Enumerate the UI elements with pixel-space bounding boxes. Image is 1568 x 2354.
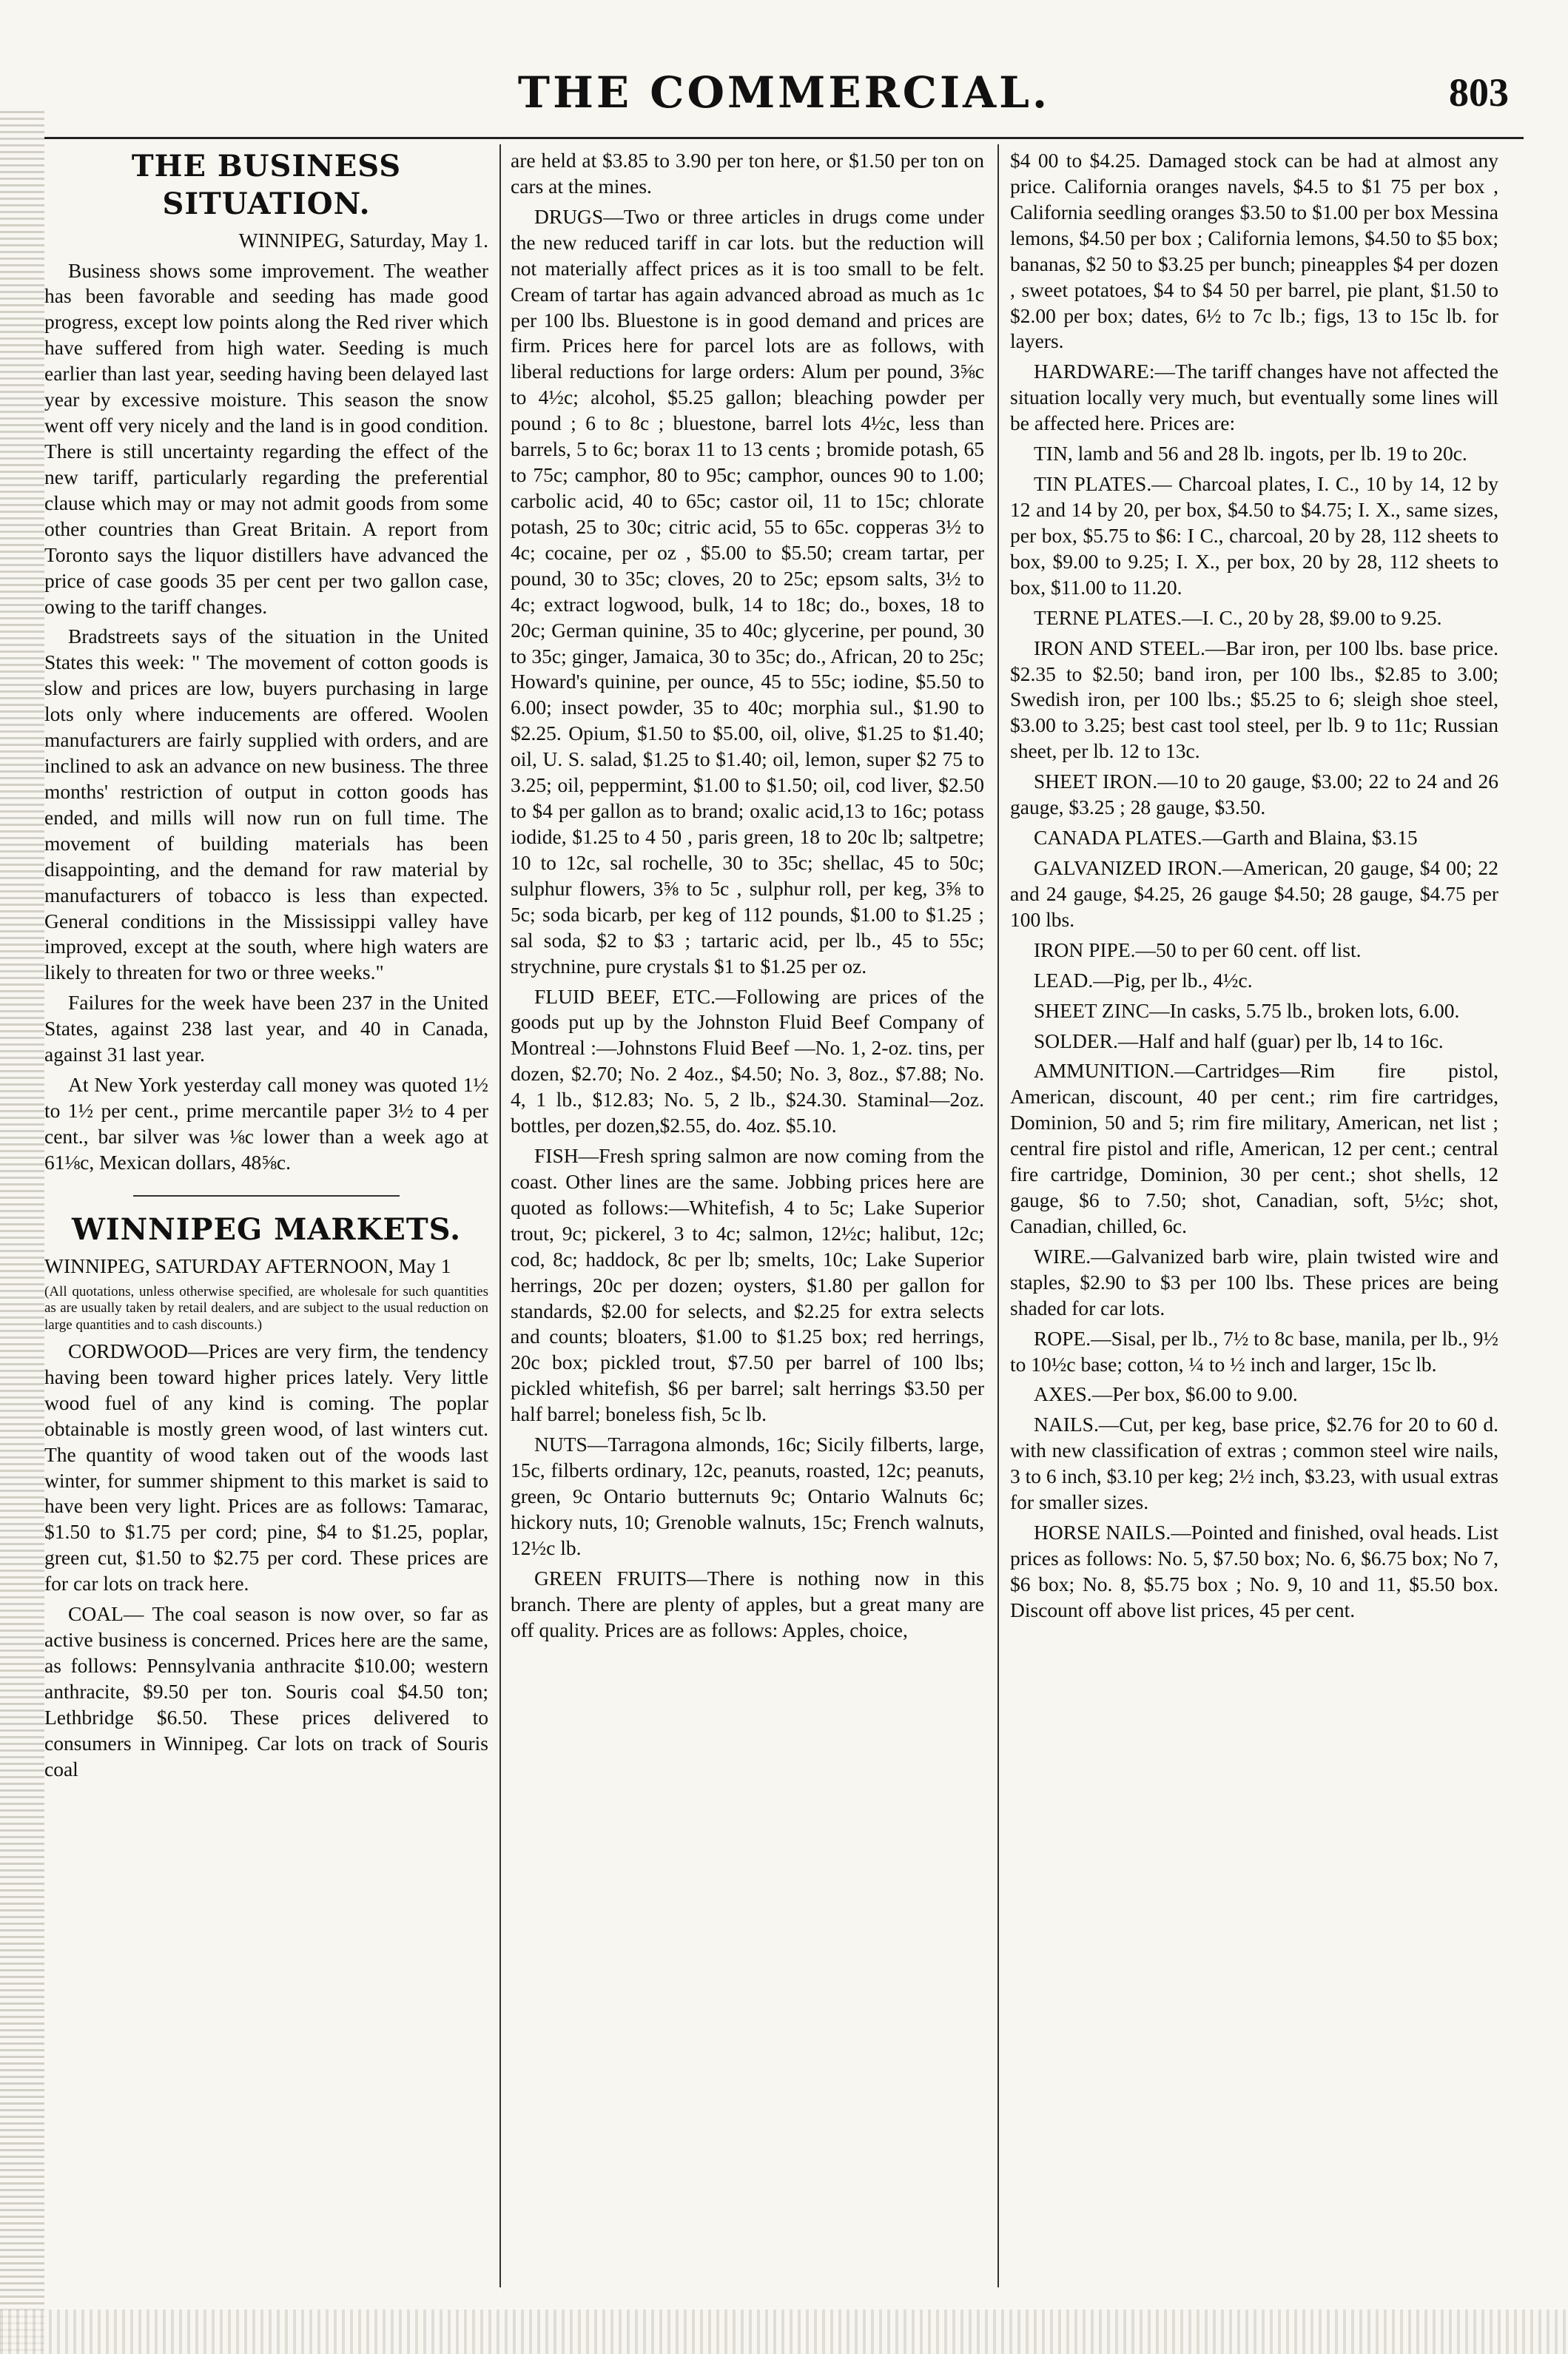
- paragraph-body: — The coal season is now over, so far as active business is concerned. Prices here are the same, as follows: Pennsylvania anthracite $10.00; western anthracite, $9.50 per ton. Souris coal $4.50 ton; Lethbridge $6.50. These prices delivered to consumers in Winnipeg. Car lots on track of Souris coal: [44, 1602, 488, 1780]
- paragraph-lead: HARDWARE: [1034, 360, 1149, 383]
- paragraph-body: —Sisal, per lb., 7½ to 8c base, manila, per lb., 9½ to 10½c base; cotton, ¼ to ½ inch and larger, 15c lb.: [1010, 1326, 1498, 1376]
- page-bottom-edge: [0, 2310, 1568, 2354]
- paragraph-body: —Half and half (guar) per lb, 14 to 16c.: [1117, 1029, 1444, 1052]
- paragraph: [511, 1566, 984, 1644]
- column-divider: [997, 144, 999, 2287]
- paragraph-lead: SOLDER.: [1034, 1029, 1118, 1052]
- page-number: 803: [1449, 70, 1509, 115]
- paragraph-lead: FLUID BEEF, ETC.: [534, 984, 716, 1008]
- dateline: WINNIPEG, Saturday, May 1.: [238, 228, 488, 252]
- paragraph-lead: ROPE.: [1034, 1326, 1091, 1350]
- paragraph-lead: HORSE NAILS.: [1034, 1521, 1171, 1544]
- paragraph: [1010, 1244, 1498, 1322]
- paragraph-lead: LEAD.: [1034, 968, 1094, 992]
- paragraph-body: —Tarragona almonds, 16c; Sicily filberts, large, 15c, filberts ordinary, 12c, peanuts, roasted, 12c; peanuts, green, 9c Ontario butternuts 9c; Ontario Walnuts 6c; hickory nuts, 10; Grenoble walnuts, 15c; French walnuts, 12½c lb.: [511, 1433, 984, 1559]
- paragraph-body: —Two or three articles in drugs come under the new reduced tariff in car lots. but the reduction will not materially affect prices as it is too small to be felt. Cream of tartar has again advanced abroad as much as 1c per 100 lbs. Bluestone is in good demand and prices are firm. Prices here for parcel lots are as follows, with liberal reductions for large orders: Alum per pound, 3⅝c to 4½c; alcohol, $5.25 gallon; bleaching powder per pound ; 6 to 8c ; bluestone, barrel lots 4½c, less than barrels, 5 to 6c; borax 11 to 13 cents ; bromide potash, 65 to 75c; camphor, 80 to 95c; camphor, ounces 90 to 1.00; carbolic acid, 40 to 65c; castor oil, 11 to 15c; chlorate potash, 25 to 30c; citric acid, 55 to 65c. copperas 3½ to 4c; cocaine, per oz , $5.00 to $5.50; cream tartar, per pound, 30 to 35c; cloves, 20 to 25c; epsom salts, 3½ to 4c; extract logwood, bulk, 14 to 18c; do., boxes, 18 to 20c; German quinine, 35 to 40c; glycerine, per pound, 30 to 35c; ginger, Jamaica, 30 to 35c; do., African, 20 to 25c; Howard's quinine, per ounce, 45 to 55c; iodine, $5.50 to 6.00; insect powder, 35 to 40c; morphia sul., $1.90 to $2.25. Opium, $1.50 to $5.00, oil, olive, $1.25 to $1.40; oil, U. S. salad, $1.25 to $1.40; oil, lemon, super $2 75 to 3.25; oil, peppermint, $1.00 to $1.50; oil, cod liver, $2.50 to $4 per gallon as to brand; oxalic acid,13 to 16c; potass iodide, $1.25 to 4 50 , paris green, 18 to 20c lb; saltpetre; 10 to 12c, sal rochelle, 30 to 35c; shellac, 45 to 50c; sulphur flowers, 3⅝ to 5c , sulphur roll, per keg, 3⅝ to 5c; soda bicarb, per keg of 112 pounds, $1.00 to $1.25 ; sal soda, $2 to $3 ; tartaric acid, per lb., 45 to 55c; strychnine, pure crystals $1 to $1.25 per oz.: [511, 204, 984, 978]
- paragraph: TIN, lamb and 56 and 28 lb. ingots, per lb. 19 to 20c.: [1034, 442, 1467, 465]
- paragraph: [511, 1432, 984, 1561]
- paragraph: [1010, 825, 1498, 851]
- paragraph: [44, 1339, 488, 1597]
- section-separator: [133, 1195, 400, 1197]
- paragraph: $4 00 to $4.25. Damaged stock can be had at almost any price. California oranges navels, $4.5 to $1 75 per box , California seedling oranges $3.50 to $1.00 per box Messina lemons, $4.50 per box ; California lemons, $4.50 to $5 box; bananas, $2 50 to $3.25 per bunch; pineapples $4 per dozen , sweet potatoes, $4 to $4 50 per barrel, pie plant, $1.50 to $2.00 per box; dates, 6½ to 7c lb.; figs, 13 to 15c lb. for layers.: [1010, 149, 1498, 353]
- paragraph: [1010, 471, 1498, 601]
- paragraph-body: —Cut, per keg, base price, $2.76 for 20 to 60 d. with new classification of extras ; common steel wire nails, 3 to 6 inch, $3.10 per keg; 2½ inch, $3.23, with usual extras for smaller sizes.: [1010, 1413, 1498, 1514]
- page-binding-edge: [0, 111, 44, 2354]
- paragraph: Bradstreets says of the situation in the United States this week: " The movement of cotton goods is slow and prices are low, buyers purchasing in large lots only where inducements are offered. Woolen manufacturers are fairly supplied with orders, and are inclined to ask an advance on new business. The three months' restriction of output in cotton goods has ended, and mills will now run on full time. The movement of building materials has been disappointing, and the demand for raw material by manufacturers of tobacco is less than expected. General conditions in the Mississippi valley have improved, except at the south, where high waters are likely to threaten for two or three weeks.": [44, 625, 488, 984]
- paragraph: [1010, 1058, 1498, 1239]
- article-heading: WINNIPEG MARKETS.: [71, 1211, 462, 1247]
- paragraph-lead: NAILS.: [1034, 1413, 1099, 1436]
- column-1: [44, 148, 488, 2280]
- paragraph-lead: SHEET ZINC: [1034, 998, 1150, 1022]
- paragraph-lead: GREEN FRUITS: [534, 1566, 687, 1590]
- paragraph-body: —Galvanized barb wire, plain twisted wire and staples, $2.90 to $3 per 100 lbs. These prices are being shaded for car lots.: [1010, 1244, 1498, 1319]
- paragraph-lead: TIN PLATES.: [1034, 472, 1152, 496]
- paragraph-lead: DRUGS: [534, 204, 604, 228]
- paragraph: [1010, 855, 1498, 933]
- paragraph: [1010, 359, 1498, 437]
- paragraph: [511, 984, 984, 1140]
- paragraph: are held at $3.85 to 3.90 per ton here, or $1.50 per ton on cars at the mines.: [511, 149, 984, 198]
- paragraph-lead: CANADA PLATES.: [1034, 826, 1202, 850]
- paragraph: Business shows some improvement. The weather has been favorable and seeding has made good progress, except low points along the Red river which have suffered from high water. Seeding is much earlier than last year, seeding having been delayed last year by excessive moisture. This season the snow went off very nicely and the land is in good condition. There is still uncertainty regarding the effect of the new tariff, particularly regarding the preferential clause which may or may not admit goods from some other countries than Great Britain. A report from Toronto says the liquor distillers have advanced the price of case goods 35 per cent per two gallon case, owing to the tariff changes.: [44, 258, 488, 618]
- paragraph-lead: GALVANIZED IRON.: [1034, 855, 1222, 879]
- paragraph-body: —Following are prices of the goods put up by the Johnston Fluid Beef Company of Montreal :—Johnstons Fluid Beef —No. 1, 2-oz. tins, per dozen, $2.70; No. 2 4oz., $4.50; No. 3, 8oz., $7.88; No. 4, 1 lb., $12.83; No. 5, 2 lb., $24.30. Staminal—2oz. bottles, per dozen,$2.55, do. 4oz. $5.10.: [511, 984, 984, 1137]
- paragraph-body: —Fresh spring salmon are now coming from the coast. Other lines are the same. Jobbing prices here are quoted as follows:—Whitefish, 4 to 5c; Lake Superior trout, 9c; pickerel, 3 to 4c; salmon, 12½c; halibut, 12c; cod, 8c; haddock, 8c per lb; smelts, 10c; Lake Superior herrings, 20c per dozen; oysters, $1.80 per gallon for standards, $2.00 for selects, and $2.25 for extra selects and counts; bloaters, $1.00 to $1.25 box; red herrings, 20c box; pickled trout, $7.50 per barrel of 100 lbs; pickled whitefish, $6 per barrel; salt herrings $3.50 per half barrel; boneless fish, 5c lb.: [511, 1144, 984, 1426]
- quotation-note: (All quotations, unless otherwise specified, are wholesale for such quantities as are usually taken by retail dealers, and are subject to the usual reduction on large quantities and to cash discounts.): [44, 1283, 488, 1334]
- paragraph-body: —Garth and Blaina, $3.15: [1202, 826, 1418, 850]
- paragraph: [1010, 998, 1498, 1024]
- paragraph-body: —Cartridges—Rim fire pistol, American, discount, 40 per cent.; rim fire cartridges, Dominion, 50 and 5; rim fire military, American, net list ; central fire pistol and rifle, American, 12 per cent.; central fire cartridge, Dominion, 30 per cent.; shot shells, 12 gauge, $6 to 7.50; shot, Canadian, soft, 5½c; shot, Canadian, chilled, 6c.: [1010, 1059, 1498, 1237]
- paragraph-lead: COAL: [68, 1602, 124, 1626]
- paragraph: [1010, 938, 1498, 964]
- paragraph-body: —Per box, $6.00 to 9.00.: [1091, 1382, 1298, 1406]
- paragraph: [511, 1143, 984, 1427]
- paragraph-lead: IRON AND STEEL.: [1034, 636, 1205, 659]
- column-3: [1010, 148, 1498, 2280]
- paragraph-body: :—The tariff changes have not affected the situation locally very much, but eventually some lines will be affected here. Prices are:: [1010, 360, 1498, 435]
- masthead-rule: [44, 137, 1524, 139]
- paragraph-body: — Charcoal plates, I. C., 10 by 14, 12 by 12 and 14 by 20, per box, $4.50 to $4.75; I. X., same sizes, per box, $5.75 to $6: I C., charcoal, 20 by 28, 112 sheets to box, $9.00 to 9.25; I. X., per box, 20 by 28, 112 sheets to box, $11.00 to 11.20.: [1010, 472, 1498, 599]
- paragraph-body: —There is nothing now in this branch. There are plenty of apples, but a great many are off quality. Prices are as follows: Apples, choice,: [511, 1566, 984, 1641]
- paragraph-body: —In casks, 5.75 lb., broken lots, 6.00.: [1149, 998, 1460, 1022]
- paragraph: [1010, 769, 1498, 821]
- paragraph-body: —Bar iron, per 100 lbs. base price. $2.35 to $2.50; band iron, per 100 lbs., $2.85 to 3.00; Swedish iron, per 100 lbs.; $5.25 to 6; sleigh shoe steel, $3.00 to 3.25; best cast tool steel, per lb. 9 to 11c; Russian sheet, per lb. 12 to 13c.: [1010, 636, 1498, 763]
- column-2: [511, 148, 984, 2280]
- paragraph: [511, 204, 984, 980]
- paragraph-lead: IRON PIPE.: [1034, 938, 1136, 961]
- paragraph-body: —Pointed and finished, oval heads. List prices as follows: No. 5, $7.50 box; No. 6, $6.75 box; No 7, $6 box; No. 8, $5.75 box ; No. 9, 10 and 11, $5.50 box. Discount off above list prices, 45 per cent.: [1010, 1521, 1498, 1621]
- paragraph-lead: FISH: [534, 1144, 579, 1168]
- paragraph: [44, 1601, 488, 1782]
- paragraph: [1010, 605, 1498, 631]
- paragraph-lead: AXES.: [1034, 1382, 1092, 1406]
- paragraph: At New York yesterday call money was quoted 1½ to 1½ per cent., prime mercantile paper 3½ to 4 per cent., bar silver was ⅛c lower than a week ago at 61⅛c, Mexican dollars, 48⅝c.: [44, 1073, 488, 1174]
- article-heading: THE BUSINESS SITUATION.: [131, 149, 402, 221]
- paragraph-lead: TERNE PLATES.: [1034, 605, 1182, 629]
- paragraph-lead: SHEET IRON.: [1034, 770, 1158, 793]
- paragraph-body: —American, 20 gauge, $4 00; 22 and 24 gauge, $4.25, 26 gauge $4.50; 28 gauge, $4.75 per 100 lbs.: [1010, 855, 1498, 931]
- newspaper-title: THE COMMERCIAL.: [517, 67, 1051, 118]
- paragraph-lead: NUTS: [534, 1433, 588, 1456]
- paragraph-body: —Pig, per lb., 4½c.: [1093, 968, 1253, 992]
- paragraph-body: —I. C., 20 by 28, $9.00 to 9.25.: [1182, 605, 1442, 629]
- paragraph-lead: AMMUNITION.: [1034, 1059, 1175, 1083]
- paragraph-body: —Prices are very firm, the tendency having been toward higher prices lately. Very little wood fuel of any kind is coming. The poplar obtainable is mostly green wood, of last winters cut. The quantity of wood taken out of the woods last winter, for summer shipment to this market is said to have been very light. Prices are as follows: Tamarac, $1.50 to $1.75 per cord; pine, $4 to $1.25, poplar, green cut, $1.50 to $2.75 per cord. These prices are for car lots on track here.: [44, 1339, 488, 1595]
- column-divider: [499, 144, 501, 2287]
- paragraph: [1010, 1382, 1498, 1408]
- paragraph-body: —10 to 20 gauge, $3.00; 22 to 24 and 26 gauge, $3.25 ; 28 gauge, $3.50.: [1010, 770, 1498, 819]
- paragraph: [1010, 968, 1498, 994]
- paragraph-lead: WIRE.: [1034, 1244, 1091, 1268]
- paragraph: [1010, 1029, 1498, 1055]
- paragraph-body: —50 to per 60 cent. off list.: [1135, 938, 1362, 961]
- paragraph: [1010, 1326, 1498, 1378]
- paragraph: [1010, 1520, 1498, 1624]
- paragraph: Failures for the week have been 237 in the United States, against 238 last year, and 40 in Canada, against 31 last year.: [44, 991, 488, 1066]
- paragraph: [1010, 1412, 1498, 1516]
- paragraph: [1010, 636, 1498, 765]
- paragraph-lead: CORDWOOD: [68, 1339, 188, 1362]
- masthead: [44, 52, 1524, 133]
- dateline: WINNIPEG, SATURDAY AFTERNOON, May 1: [44, 1254, 451, 1277]
